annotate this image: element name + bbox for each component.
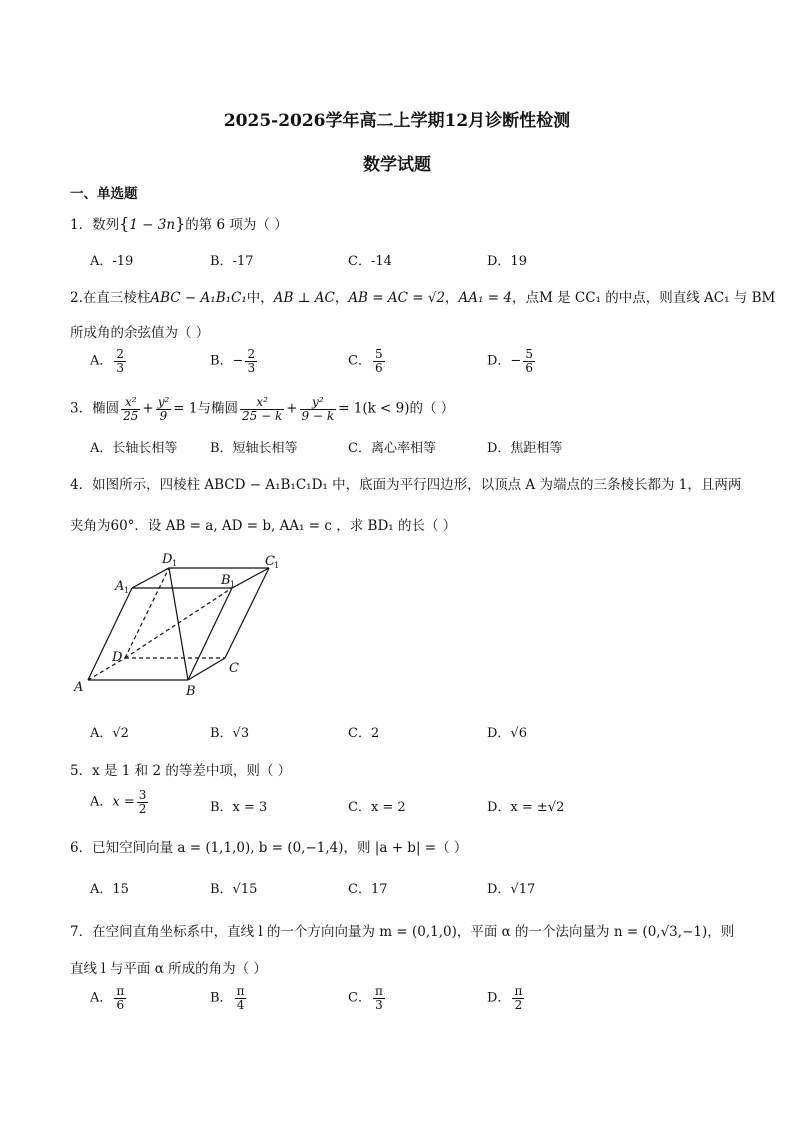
q4-option-b[interactable]: B．√3 [210, 726, 250, 741]
question-6-stem: 6．已知空间向量 a = (1,1,0), b = (0,−1,4)，则 |a + b| =（ ） [70, 840, 468, 856]
question-4-line-2: 夹角为60°．设 AB = a, AD = b, AA₁ = c ，求 BD₁ 的长（ ） [70, 518, 457, 534]
question-1-stem: 1．数列{1 − 3n}的第 6 项为（ ） [70, 214, 288, 233]
option-expression: x = [112, 794, 135, 810]
numerator: π [116, 984, 125, 998]
option-label: D．− [487, 353, 522, 369]
page-title: 2025-2026学年高二上学期12月诊断性检测 [223, 111, 571, 131]
question-4-line-1: 4．如图所示，四棱柱 ABCD − A₁B₁C₁D₁ 中，底面为平行四边形，以顶点 A 为端点的三条棱长都为 1，且两两 [70, 477, 742, 493]
q2-option-a[interactable] [90, 348, 128, 374]
numerator: 5 [525, 347, 533, 361]
option-label: B． [210, 990, 233, 1006]
numerator: x² [121, 396, 140, 410]
q6-option-d[interactable]: D．√17 [487, 882, 536, 897]
denominator: 9 [159, 408, 168, 423]
option-label: C． [348, 353, 371, 369]
q3-text: 3．椭圆 [70, 400, 120, 417]
vertex-subscript: 1 [274, 561, 280, 570]
vertex-label-c: C [229, 661, 239, 676]
q3-option-c[interactable]: C．离心率相等 [348, 441, 436, 456]
q3-option-a[interactable]: A．长轴长相等 [90, 441, 178, 456]
q7-option-a[interactable] [90, 985, 128, 1011]
q1-option-a[interactable]: A．-19 [90, 254, 134, 269]
q2-option-c[interactable] [348, 348, 387, 374]
q4-option-a[interactable]: A．√2 [90, 726, 129, 741]
q4-option-c[interactable]: C．2 [348, 726, 380, 741]
vertex-label-d: D [112, 650, 123, 665]
denominator: 6 [525, 360, 533, 375]
q2-condition: AB = AC = √2 [348, 290, 446, 306]
vertex-label-b1: B [221, 573, 231, 588]
vertex-label-b: B [186, 684, 196, 699]
prism-figure [70, 548, 290, 700]
option-label: C． [348, 990, 371, 1006]
fraction [523, 348, 535, 374]
fraction [137, 789, 149, 815]
option-label: A． [90, 353, 113, 369]
q1-option-b[interactable]: B．-17 [210, 254, 254, 269]
question-3-stem: 3．椭圆 $\frac{\text{x²}}{25}$ + $\frac{\text{y²}}{9}$ = 1与椭圆 $\frac{\text{x²}}{25 - k}$ + $\frac{\text{y²}}{9 - k}$ = 1(k < 9)的（ ） [70, 395, 455, 423]
option-label: D． [487, 990, 511, 1006]
q2-condition: AB ⊥ AC [273, 290, 335, 306]
q1-option-d[interactable]: D．19 [487, 254, 527, 269]
q5-option-d[interactable]: D．x = ±√2 [487, 800, 565, 815]
q6-option-c[interactable]: C．17 [348, 882, 388, 897]
q2-text: 2.在直三棱柱 [70, 290, 151, 306]
q3-option-d[interactable]: D．焦距相等 [487, 441, 563, 456]
denominator: 25 [123, 408, 139, 423]
fraction [114, 985, 126, 1011]
q7-option-b[interactable] [210, 985, 248, 1011]
fraction [156, 396, 172, 422]
question-7-line-2: 直线 l 与平面 α 所成的角为（ ） [70, 961, 267, 977]
numerator: y² [157, 395, 170, 409]
q4-option-d[interactable]: D．√6 [487, 726, 527, 741]
q7-option-c[interactable] [348, 985, 387, 1011]
question-2-line-2: 所成角的余弦值为（ ） [70, 325, 210, 341]
question-5-stem: 5．x 是 1 和 2 的等差中项，则（ ） [70, 763, 292, 779]
vertex-subscript: 1 [230, 580, 236, 589]
denominator: 3 [247, 360, 256, 375]
numerator: π [374, 984, 383, 998]
numerator: π [236, 984, 245, 998]
numerator: y² [300, 396, 337, 410]
numerator: x² [240, 396, 284, 410]
q1-option-c[interactable]: C．-14 [348, 254, 392, 269]
denominator: 9 − k [301, 408, 335, 423]
q2-text: ，点M 是 CC₁ 的中点，则直线 AC₁ 与 BM [511, 290, 776, 306]
vertex-label-a: A [74, 680, 84, 695]
denominator: 6 [116, 997, 125, 1012]
q5-option-b[interactable]: B．x = 3 [210, 800, 268, 815]
question-1-suffix: 的第 6 项为（ ） [185, 217, 288, 233]
fraction [300, 396, 337, 422]
question-1-sequence: 1 − 3n [129, 217, 176, 233]
option-label: A． [90, 794, 113, 810]
q2-text: 中， [246, 290, 274, 306]
numerator: 5 [374, 347, 383, 361]
section-heading: 一、单选题 [70, 186, 138, 202]
fraction [245, 348, 257, 374]
denominator: 6 [374, 360, 383, 375]
denominator: 2 [138, 801, 147, 816]
fraction [114, 348, 126, 374]
vertex-subscript: 1 [124, 586, 130, 595]
fraction [512, 985, 524, 1011]
vertex-label-c1: C [265, 554, 275, 569]
q7-option-d[interactable] [487, 985, 526, 1011]
q2-prism: ABC − A₁B₁C₁ [150, 290, 247, 306]
q2-condition: AA₁ = 4 [458, 290, 512, 306]
q2-option-b[interactable] [210, 348, 259, 374]
q6-option-b[interactable]: B．√15 [210, 882, 258, 897]
q2-option-d[interactable] [487, 348, 537, 374]
option-label: B．− [210, 353, 244, 369]
q3-text: = 1与椭圆 [173, 400, 238, 417]
fraction [235, 985, 247, 1011]
question-2-line-1: 2.在直三棱柱ABC − A₁B₁C₁中，AB ⊥ AC，AB = AC = √2，AA₁ = 4，点M 是 CC₁ 的中点，则直线 AC₁ 与 BM [70, 290, 776, 306]
numerator: π [514, 984, 523, 998]
vertex-subscript: 1 [172, 559, 178, 568]
denominator: 3 [375, 997, 383, 1012]
q5-option-a[interactable] [90, 789, 150, 815]
fraction [373, 985, 385, 1011]
q3-option-b[interactable]: B．短轴长相等 [210, 441, 298, 456]
q3-text: = 1(k < 9)的（ ） [338, 400, 455, 417]
question-1-prefix: 1．数列 [70, 217, 120, 233]
denominator: 2 [514, 997, 523, 1012]
option-label: A． [90, 990, 113, 1006]
fraction [240, 396, 284, 422]
fraction [121, 396, 140, 422]
vertex-label-d1: D [162, 552, 173, 567]
q5-option-c[interactable]: C．x = 2 [348, 800, 406, 815]
page-subtitle: 数学试题 [363, 155, 431, 175]
denominator: 25 − k [241, 408, 283, 423]
denominator: 4 [236, 997, 245, 1012]
question-7-line-1: 7．在空间直角坐标系中，直线 l 的一个方向向量为 m = (0,1,0)，平面 α 的一个法向量为 n = (0,√3,−1)，则 [70, 924, 735, 940]
numerator: 2 [247, 347, 256, 361]
numerator: 2 [116, 347, 125, 361]
q6-option-a[interactable]: A．15 [90, 882, 129, 897]
vertex-label-a1: A [115, 579, 125, 594]
fraction [373, 348, 385, 374]
numerator: 3 [138, 788, 147, 802]
denominator: 3 [116, 360, 125, 375]
